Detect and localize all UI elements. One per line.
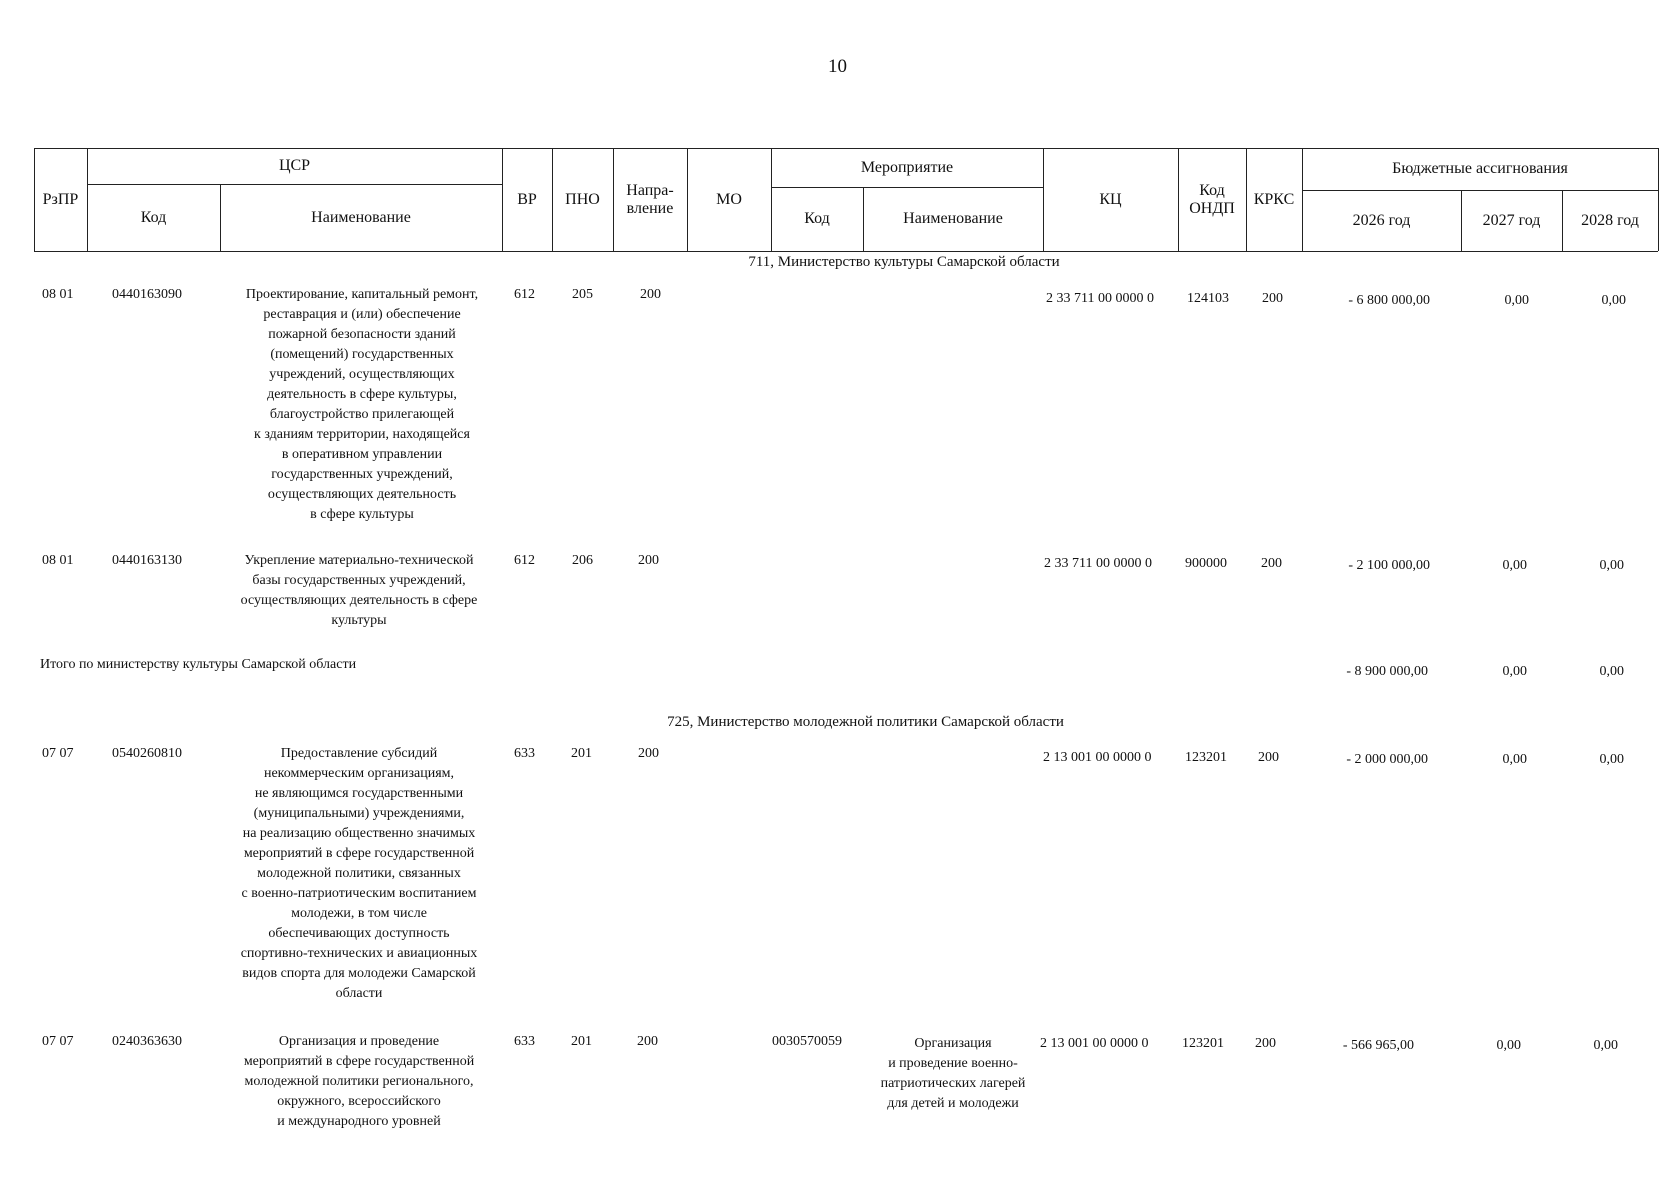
row-csr-code: 0540260810 bbox=[112, 746, 182, 761]
row-direction: 200 bbox=[637, 1034, 658, 1049]
total-amount-2026: - 8 900 000,00 bbox=[1346, 664, 1428, 679]
row-pno: 201 bbox=[571, 746, 592, 761]
row-direction: 200 bbox=[638, 746, 659, 761]
row-krks: 200 bbox=[1262, 291, 1283, 306]
row-amount-2026: - 566 965,00 bbox=[1342, 1038, 1414, 1053]
row-vr: 612 bbox=[514, 287, 535, 302]
row-csr-name: Проектирование, капитальный ремонт, реставрация и (или) обеспечение пожарной безопасности зданий (помещений) государственных учреждений, осуществляющих деятельность в сфере культуры, благоустройство прилегающей к зданиям территории, находящейся в оперативном управлении государственных учреждений, осуществляющих деятельность в сфере культуры bbox=[245, 287, 479, 522]
header-kc: КЦ bbox=[1099, 190, 1122, 208]
header-year-2026: 2026 год bbox=[1352, 211, 1411, 229]
row-amount-2027: 0,00 bbox=[1502, 752, 1527, 767]
header-year-2028: 2028 год bbox=[1581, 211, 1639, 229]
row-direction: 200 bbox=[640, 287, 661, 302]
row-krks: 200 bbox=[1255, 1036, 1276, 1051]
row-event-name: Организация и проведение военно- патриотических лагерей для детей и молодежи bbox=[880, 1036, 1026, 1111]
row-kc: 2 13 001 00 0000 0 bbox=[1043, 750, 1152, 765]
row-csr-code: 0240363630 bbox=[112, 1034, 182, 1049]
row-pno: 201 bbox=[571, 1034, 592, 1049]
row-rzpr: 07 07 bbox=[42, 1034, 74, 1049]
row-amount-2028: 0,00 bbox=[1593, 1038, 1618, 1053]
row-rzpr: 08 01 bbox=[42, 553, 74, 568]
row-ondp: 124103 bbox=[1187, 291, 1229, 306]
ministry-title: 725, Министерство молодежной политики Самарской области bbox=[667, 714, 1064, 730]
row-vr: 633 bbox=[514, 746, 535, 761]
row-amount-2026: - 2 100 000,00 bbox=[1348, 558, 1430, 573]
page-number: 10 bbox=[828, 56, 847, 77]
header-krks: КРКС bbox=[1253, 190, 1295, 208]
row-csr-name: Предоставление субсидий некоммерческим организациям, не являющимся государственными (муниципальными) учреждениями, на реализацию общественно значимых мероприятий в сфере государственной молодежной политики, связанных с военно-патриотическим воспитанием молодежи, в том числе обеспечивающих доступность спортивно-технических и авиационных видов спорта для молодежи Самарской области bbox=[240, 746, 478, 1001]
row-kc: 2 33 711 00 0000 0 bbox=[1046, 291, 1154, 306]
row-krks: 200 bbox=[1258, 750, 1279, 765]
row-krks: 200 bbox=[1261, 556, 1282, 571]
row-pno: 205 bbox=[572, 287, 593, 302]
total-amount-2027: 0,00 bbox=[1502, 664, 1527, 679]
row-direction: 200 bbox=[638, 553, 659, 568]
row-amount-2026: - 2 000 000,00 bbox=[1346, 752, 1428, 767]
row-ondp: 900000 bbox=[1185, 556, 1227, 571]
header-budget: Бюджетные ассигнования bbox=[1392, 160, 1568, 177]
row-amount-2028: 0,00 bbox=[1599, 558, 1624, 573]
header-csr-name: Наименование bbox=[311, 208, 411, 226]
row-amount-2027: 0,00 bbox=[1502, 558, 1527, 573]
row-kc: 2 13 001 00 0000 0 bbox=[1040, 1036, 1149, 1051]
header-event-code: Код bbox=[804, 210, 830, 227]
total-label: Итого по министерству культуры Самарской области bbox=[40, 657, 357, 672]
header-event-name: Наименование bbox=[903, 210, 1003, 227]
header-rzpr: РзПР bbox=[42, 190, 79, 208]
row-amount-2028: 0,00 bbox=[1601, 293, 1626, 308]
row-pno: 206 bbox=[572, 553, 593, 568]
row-rzpr: 08 01 bbox=[42, 287, 74, 302]
row-amount-2026: - 6 800 000,00 bbox=[1348, 293, 1430, 308]
row-kc: 2 33 711 00 0000 0 bbox=[1044, 556, 1152, 571]
row-csr-code: 0440163090 bbox=[112, 287, 182, 302]
row-vr: 633 bbox=[514, 1034, 535, 1049]
row-amount-2028: 0,00 bbox=[1599, 752, 1624, 767]
row-csr-code: 0440163130 bbox=[112, 553, 182, 568]
header-direction: Напра- вление bbox=[626, 181, 674, 217]
header-vr: ВР bbox=[517, 190, 537, 208]
row-ondp: 123201 bbox=[1185, 750, 1227, 765]
header-csr: ЦСР bbox=[278, 157, 311, 174]
row-event-code: 0030570059 bbox=[772, 1034, 842, 1049]
row-csr-name: Организация и проведение мероприятий в сфере государственной молодежной политики регионального, окружного, всероссийского и международного уровней bbox=[243, 1034, 475, 1129]
header-ondp: Код ОНДП bbox=[1189, 181, 1235, 217]
row-rzpr: 07 07 bbox=[42, 746, 74, 761]
header-csr-code: Код bbox=[140, 208, 167, 226]
row-amount-2027: 0,00 bbox=[1504, 293, 1529, 308]
header-year-2027: 2027 год bbox=[1482, 211, 1541, 229]
header-pno: ПНО bbox=[565, 190, 600, 208]
total-amount-2028: 0,00 bbox=[1599, 664, 1624, 679]
row-csr-name: Укрепление материально-технической базы государственных учреждений, осуществляющих деятельность в сфере культуры bbox=[240, 553, 478, 628]
row-ondp: 123201 bbox=[1182, 1036, 1224, 1051]
row-amount-2027: 0,00 bbox=[1496, 1038, 1521, 1053]
row-vr: 612 bbox=[514, 553, 535, 568]
header-event: Мероприятие bbox=[860, 158, 954, 176]
header-mo: МО bbox=[716, 190, 742, 208]
ministry-title: 711, Министерство культуры Самарской области bbox=[748, 254, 1060, 270]
